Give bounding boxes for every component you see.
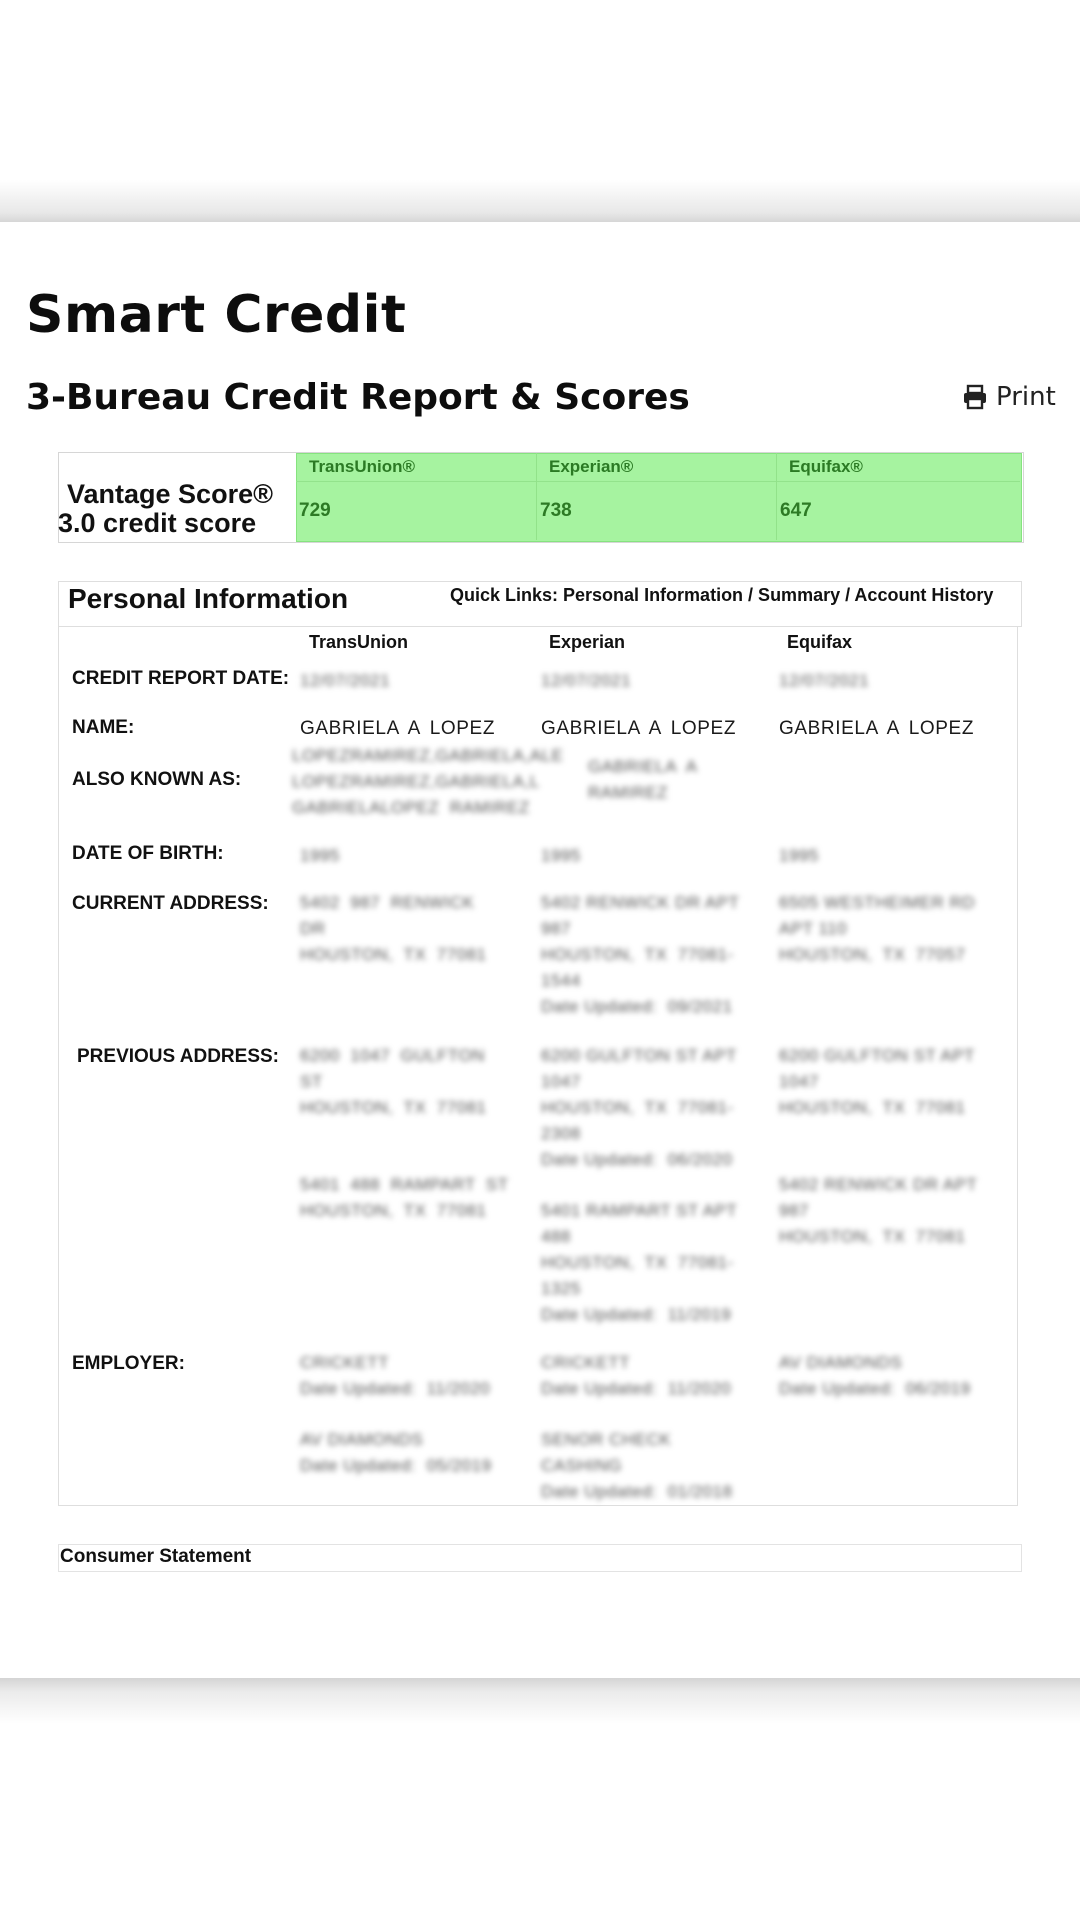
score-divider: [776, 453, 777, 540]
previous-address-equifax: 6200 GULFTON ST APT 1047 HOUSTON, TX 77081: [779, 1046, 975, 1117]
label-credit-report-date: CREDIT REPORT DATE:: [72, 668, 290, 689]
report-subtitle: 3-Bureau Credit Report & Scores: [26, 377, 690, 418]
report-date-experian: 12/07/2021: [541, 671, 632, 690]
label-previous-address: PREVIOUS ADDRESS:: [77, 1046, 279, 1067]
score-divider-h: [296, 481, 1020, 482]
brand-title: Smart Credit: [26, 285, 407, 345]
print-label: Print: [996, 382, 1056, 412]
previous-address-transunion: 6200 1047 GULFTON ST HOUSTON, TX 77081: [300, 1046, 487, 1117]
employer-equifax: AV DIAMONDS Date Updated: 06/2019: [779, 1353, 971, 1398]
current-address-transunion: 5402 987 RENWICK DR HOUSTON, TX 77081: [300, 893, 487, 964]
label-employer: EMPLOYER:: [72, 1353, 185, 1374]
employer-transunion: CRICKETT Date Updated: 11/2020: [300, 1353, 491, 1398]
score-transunion: 729: [299, 500, 331, 521]
score-experian: 738: [540, 500, 572, 521]
report-date-transunion: 12/07/2021: [300, 671, 391, 690]
current-address-equifax: 6505 WESTHEIMER RD APT 110 HOUSTON, TX 77057: [779, 893, 976, 964]
score-equifax: 647: [780, 500, 812, 521]
label-also-known-as: ALSO KNOWN AS:: [72, 769, 242, 790]
employer-experian: CRICKETT Date Updated: 11/2020: [541, 1353, 732, 1398]
previous-address-2-transunion: 5401 488 RAMPART ST HOUSTON, TX 77081: [300, 1175, 509, 1220]
printer-icon: [962, 384, 988, 410]
previous-address-2-experian: 5401 RAMPART ST APT 488 HOUSTON, TX 77081- 1325 Date Updated: 11/2019: [541, 1201, 738, 1324]
quick-links[interactable]: Quick Links: Personal Information / Summary / Account History: [450, 585, 994, 605]
label-date-of-birth: DATE OF BIRTH:: [72, 843, 224, 864]
label-current-address: CURRENT ADDRESS:: [72, 893, 269, 914]
employer-2-experian: SENOR CHECK CASHING Date Updated: 01/2018: [541, 1430, 733, 1501]
page-shadow-bottom: [0, 1678, 1080, 1724]
name-transunion: GABRIELA A LOPEZ: [300, 718, 496, 739]
dob-experian: 1995: [541, 846, 581, 865]
column-transunion: TransUnion: [309, 632, 409, 652]
aka-experian: GABRIELA A RAMIREZ: [588, 757, 698, 802]
dob-transunion: 1995: [300, 846, 340, 865]
column-equifax: Equifax: [787, 632, 853, 652]
employer-2-transunion: AV DIAMONDS Date Updated: 05/2019: [300, 1430, 492, 1475]
report-date-equifax: 12/07/2021: [779, 671, 870, 690]
bureau-transunion-head: TransUnion®: [309, 457, 416, 476]
name-experian: GABRIELA A LOPEZ: [541, 718, 737, 739]
dob-equifax: 1995: [779, 846, 819, 865]
personal-info-title: Personal Information: [68, 583, 349, 614]
previous-address-experian: 6200 GULFTON ST APT 1047 HOUSTON, TX 77081- 2308 Date Updated: 06/2020: [541, 1046, 737, 1169]
print-button[interactable]: [962, 382, 1056, 412]
label-name: NAME:: [72, 717, 135, 738]
name-equifax: GABRIELA A LOPEZ: [779, 718, 975, 739]
consumer-statement-title: Consumer Statement: [60, 1546, 252, 1567]
page-shadow-top: [0, 180, 1080, 222]
bureau-experian-head: Experian®: [549, 457, 634, 476]
aka-transunion: LOPEZRAMIREZ,GABRIELA,ALE LOPEZRAMIREZ,GABRIELA,L GABRIELALOPEZ RAMIREZ: [292, 746, 564, 817]
score-divider: [536, 453, 537, 540]
previous-address-2-equifax: 5402 RENWICK DR APT 987 HOUSTON, TX 77081: [779, 1175, 978, 1246]
column-experian: Experian: [549, 632, 626, 652]
bureau-equifax-head: Equifax®: [789, 457, 863, 476]
current-address-experian: 5402 RENWICK DR APT 987 HOUSTON, TX 77081- 1544 Date Updated: 09/2021: [541, 893, 740, 1016]
vantage-score-label: Vantage Score® 3.0 credit score: [58, 479, 273, 538]
